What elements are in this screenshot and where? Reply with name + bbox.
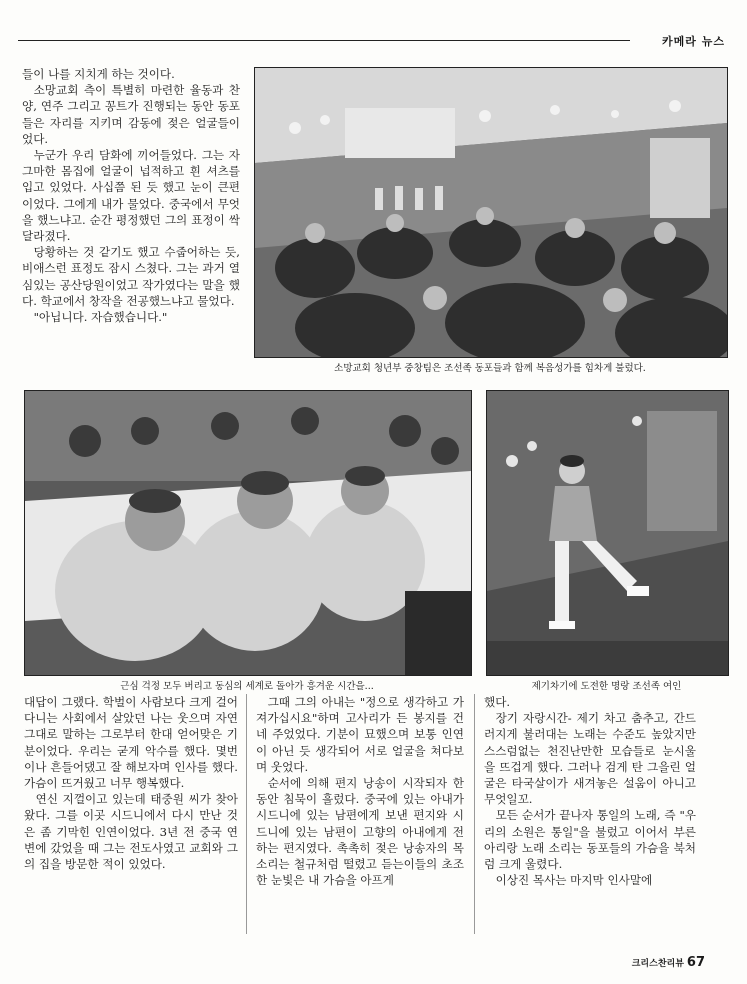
column-divider: [246, 694, 247, 934]
paragraph: 그때 그의 아내는 "정으로 생각하고 가져가십시요"하며 고사리가 든 봉지를 건네 주었었다. 기분이 묘했으며 보통 인연이 아닌 듯 생각되어 서로 얼굴을 쳐다보며 웃었다.: [256, 695, 464, 774]
paragraph: 연신 지껄이고 있는데 태중원 씨가 찾아왔다. 그를 이곳 시드니에서 다시 만난 것은 좀 기막힌 인연이었다. 3년 전 중국 연변에 갔었을 때 그는 전도사였고 교회와 그의 집을 방문한 적이 있었다.: [24, 792, 238, 872]
paragraph: 모든 순서가 끝나자 통일의 노래, 즉 "우리의 소원은 통일"을 불렀고 이어서 부른 아리랑 노래 소리는 동포들의 가슴을 북처럼 크게 울렸다.: [484, 808, 696, 872]
section-label: 카메라 뉴스: [662, 35, 725, 48]
article-column-bottom-2: [256, 694, 464, 888]
column-divider: [474, 694, 475, 934]
caption-top-photo: 소망교회 청년부 중창팀은 조선족 동포들과 함께 복음성가를 힘차게 불렀다.: [334, 363, 646, 374]
photo-jegi-kicking: [486, 390, 729, 676]
paragraph: 장기 자랑시간- 제기 차고 춤추고, 간드러지게 불러대는 노래는 수준도 높았지만 스스럼없는 천진난만한 모습들로 눈시울을 뜨겁게 했다. 그러나 검게 탄 그을린 얼굴은 타국살이가 새겨놓은 설움이 아니고 무엇일꼬.: [484, 711, 696, 807]
paragraph: 이상진 목사는 마지막 인사말에: [495, 873, 653, 888]
page-number: 67: [686, 955, 705, 970]
article-column-top-left: [22, 66, 240, 325]
page-footer: [632, 951, 705, 970]
paragraph: 당황하는 것 같기도 했고 수줍어하는 듯, 비애스런 표정도 잠시 스쳤다. 그는 과거 열심있는 공산당원이었고 작가였다는 말을 했다. 학교에서 창작을 전공했느냐고 물었다.: [22, 245, 240, 308]
paragraph: 들이 나를 지치게 하는 것이다.: [22, 67, 175, 81]
paragraph: 대답이 그랬다. 학벌이 사람보다 크게 걸어다니는 사회에서 살았던 나는 웃으며 자연 그대로 말하는 그로부터 한대 얻어맞은 기분이었다. 우리는 굳게 악수를 했다. 몇번이나 흔들어댔고 잘 해보자며 인사를 했다. 가슴이 뜨거웠고 너무 행복했다.: [24, 695, 238, 791]
magazine-name: 크리스찬리뷰: [631, 959, 684, 969]
paragraph: 누군가 우리 담화에 끼어들었다. 그는 자그마한 몸집에 얼굴이 넙적하고 흰 셔츠를 입고 있었다. 사십쯤 된 듯 했고 눈이 큰편이었다. 그에게 내가 물었다. 중국에서 무엇을 했느냐고. 순간 평정했던 그의 표정이 싹 달라졌다.: [22, 148, 240, 244]
paragraph: "아닙니다. 자습했습니다.": [33, 310, 168, 325]
photo-hall-choir: [254, 67, 728, 358]
caption-right-photo: 제기차기에 도전한 명랑 조선족 여인: [531, 681, 682, 692]
paragraph: 소망교회 측이 특별히 마련한 율동과 찬양, 연주 그리고 꽁트가 진행되는 동안 동포들은 자리를 지키며 감동에 젖은 얼굴들이었다.: [22, 83, 240, 146]
photo-applauding-men: [24, 390, 472, 676]
header-rule: [18, 40, 630, 41]
article-column-bottom-1: [24, 694, 238, 872]
article-column-bottom-3: [484, 694, 696, 888]
paragraph: 했다.: [484, 695, 511, 709]
paragraph: 순서에 의해 편지 낭송이 시작되자 한동안 침묵이 흘렀다. 중국에 있는 아내가 시드니에 있는 남편에게 보낸 편지와 시드니에 있는 남편이 고향의 아내에게 전하는 편지였다. 촉촉히 젖은 낭송자의 목소리는 철규처럼 떨렸고 듣는이들의 초조한 눈빛은 내 가슴을 아프게: [256, 776, 464, 888]
caption-left-photo: 근심 걱정 모두 버리고 동심의 세계로 돌아가 흥겨운 시간을...: [120, 681, 374, 692]
